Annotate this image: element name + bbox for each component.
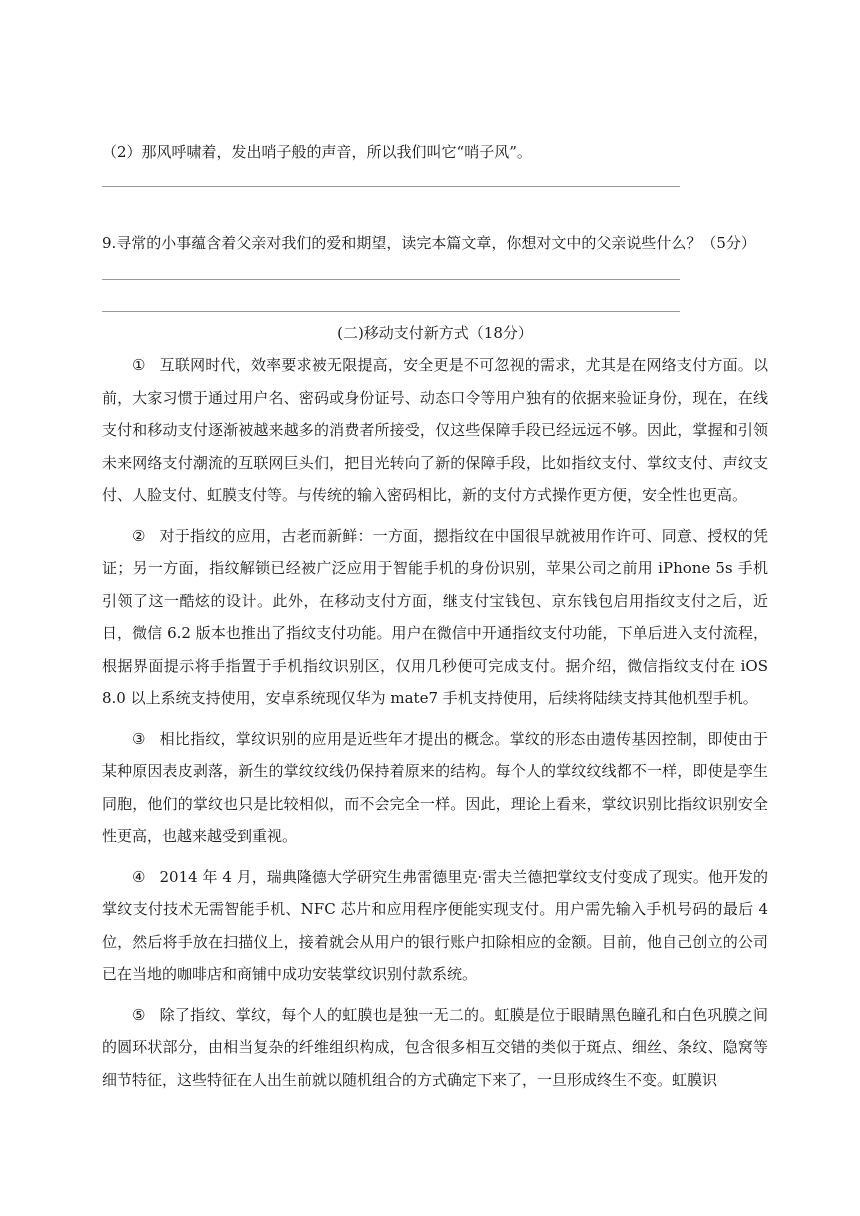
paragraph-number: ④	[132, 867, 146, 886]
paragraph-text: 除了指纹、掌纹，每个人的虹膜也是独一无二的。虹膜是位于眼睛黑色瞳孔和白色巩膜之间的圆环状部分，由相当复杂的纤维组织构成，包含很多相互交错的类似于斑点、细丝、条纹、隐窝等细节特征，这些特征在人出生前就以随机组合的方式确定下来了，一旦形成终生不变。虹膜识	[102, 1005, 768, 1089]
reading-passage	[102, 317, 768, 1104]
answer-line[interactable]	[102, 279, 680, 280]
paragraph-5	[102, 999, 768, 1097]
paragraph-text: 互联网时代，效率要求被无限提高，安全更是不可忽视的需求，尤其是在网络支付方面。以前，大家习惯于通过用户名、密码或身份证号、动态口令等用户独有的依据来验证身份，现在，在线支付和移动支付逐渐被越来越多的消费者所接受，仅这些保障手段已经远远不够。因此，掌握和引领未来网络支付潮流的互联网巨头们，把目光转向了新的保障手段，比如指纹支付、掌纹支付、声纹支付、人脸支付、虹膜支付等。与传统的输入密码相比，新的支付方式操作更方便，安全性也更高。	[102, 356, 768, 504]
paragraph-text: 对于指纹的应用，古老而新鲜：一方面，摁指纹在中国很早就被用作许可、同意、授权的凭证；另一方面，指纹解锁已经被广泛应用于智能手机的身份识别，苹果公司之前用 iPhone 5s 手机引领了这一酷炫的设计。此外，在移动支付方面，继支付宝钱包、京东钱包启用指纹支付之后，近日，微信 6.2 版本也推出了指纹支付功能。用户在微信中开通指纹支付功能，下单后进入支付流程，根据界面提示将手指置于手机指纹识别区，仅用几秒便可完成支付。据介绍，微信指纹支付在 iOS 8.0 以上系统支持使用，安卓系统现仅华为 mate7 手机支持使用，后续将陆续支持其他机型手机。	[102, 526, 768, 707]
question-9-text: 9.寻常的小事蕴含着父亲对我们的爱和期望，读完本篇文章，你想对文中的父亲说些什么？（5分）	[102, 234, 756, 252]
passage-title: (二)移动支付新方式（18分）	[337, 324, 533, 342]
paragraph-number: ②	[132, 526, 146, 545]
paragraph-text: 2014 年 4 月，瑞典隆德大学研究生弗雷德里克·雷夫兰德把掌纹支付变成了现实。他开发的掌纹支付技术无需智能手机、NFC 芯片和应用程序便能实现支付。用户需先输入手机号码的最后 4 位，然后将手放在扫描仪上，接着就会从用户的银行账户扣除相应的金额。目前，他自己创立的公司已在当地的咖啡店和商铺中成功安装掌纹识别付款系统。	[102, 867, 768, 983]
answer-line[interactable]	[102, 186, 680, 187]
paragraph-4	[102, 861, 768, 991]
paragraph-number: ⑤	[132, 1005, 146, 1024]
answer-line[interactable]	[102, 311, 680, 312]
paragraph-1	[102, 349, 768, 512]
paragraph-number: ③	[132, 729, 146, 748]
paragraph-2	[102, 520, 768, 715]
question-2-text: （2）那风呼啸着，发出哨子般的声音，所以我们叫它“哨子风”。	[102, 143, 532, 161]
paragraph-number: ①	[132, 356, 146, 374]
paragraph-3	[102, 723, 768, 853]
paragraph-text: 相比指纹，掌纹识别的应用是近些年才提出的概念。掌纹的形态由遗传基因控制，即使由于某种原因表皮剥落，新生的掌纹纹线仍保持着原来的结构。每个人的掌纹纹线都不一样，即使是孪生同胞，他们的掌纹也只是比较相似，而不会完全一样。因此，理论上看来，掌纹识别比指纹识别安全性更高，也越来越受到重视。	[102, 729, 768, 845]
